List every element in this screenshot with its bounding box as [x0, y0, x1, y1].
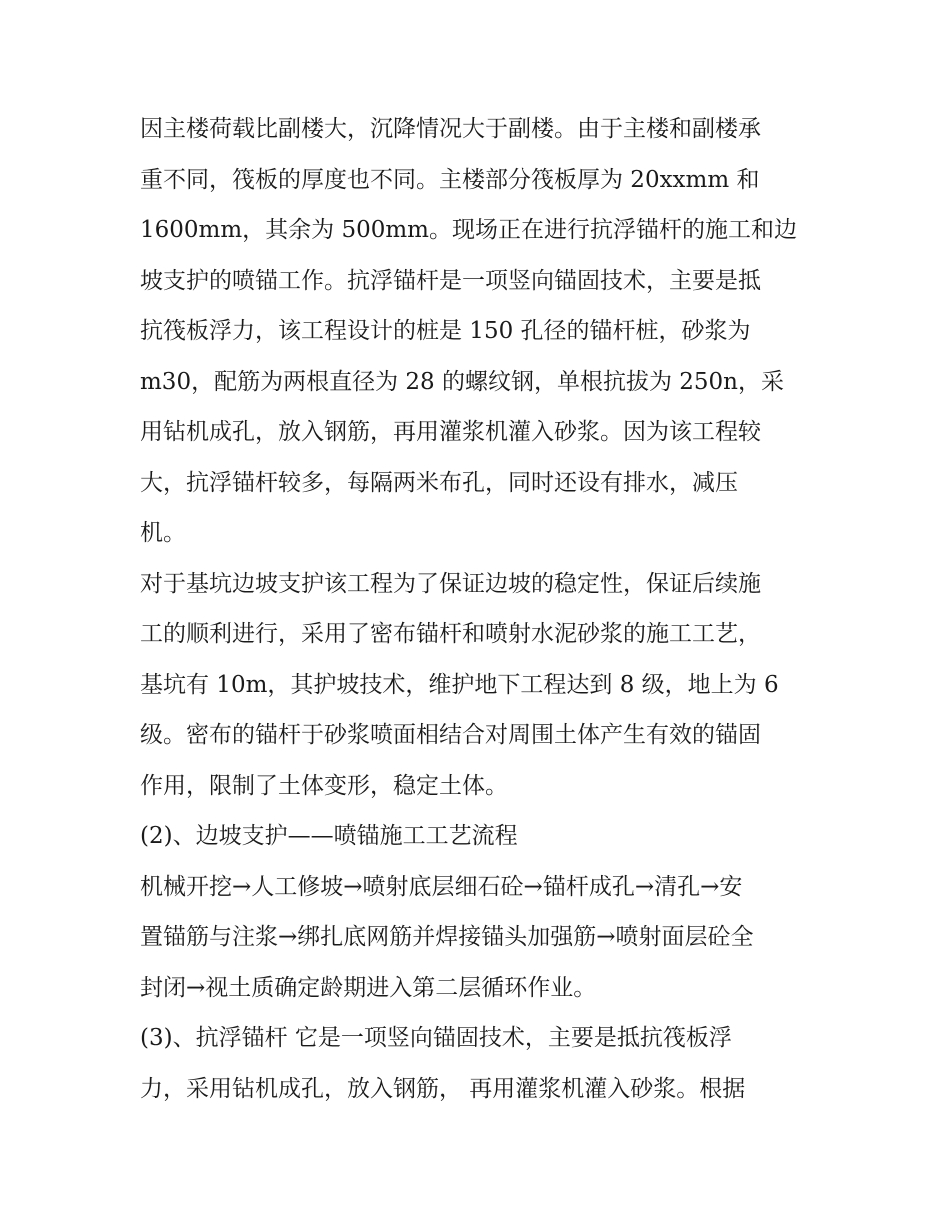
- text-line: 重不同，筏板的厚度也不同。主楼部分筏板厚为 20xxmm 和: [140, 166, 760, 193]
- text-line: 力，采用钻机成孔，放入钢筋， 再用灌浆机灌入砂浆。根据: [140, 1075, 746, 1102]
- text-line: 对于基坑边坡支护该工程为了保证边坡的稳定性，保证后续施: [140, 570, 761, 597]
- text-line: 因主楼荷载比副楼大，沉降情况大于副楼。由于主楼和副楼承: [140, 116, 761, 142]
- text-line: 机。: [140, 520, 186, 546]
- text-line: 1600mm，其余为 500mm。现场正在进行抗浮锚杆的施工和边: [140, 217, 797, 243]
- text-line: 用钻机成孔，放入钢筋，再用灌浆机灌入砂浆。因为该工程较: [140, 419, 761, 445]
- text-line: 抗筏板浮力，该工程设计的桩是 150 孔径的锚杆桩，砂浆为: [140, 318, 751, 344]
- text-line: 级。密布的锚杆于砂浆喷面相结合对周围土体产生有效的锚固: [140, 722, 761, 748]
- text-line: 大，抗浮锚杆较多，每隔两米布孔，同时还设有排水，减压: [140, 469, 738, 496]
- text-line: m30，配筋为两根直径为 28 的螺纹钢，单根抗拔为 250n，采: [140, 368, 784, 395]
- text-line: 机械开挖→人工修坡→喷射底层细石砼→锚杆成孔→清孔→安: [140, 873, 743, 900]
- text-line: 置锚筋与注浆→绑扎底网筋并焊接锚头加强筋→喷射面层砼全: [140, 924, 754, 950]
- text-line: 工的顺利进行，采用了密布锚杆和喷射水泥砂浆的施工工艺，: [140, 621, 761, 647]
- text-line: 封闭→视土质确定龄期进入第二层循环作业。: [140, 974, 597, 1001]
- section-heading: (2)、边坡支护——喷锚施工工艺流程: [140, 823, 518, 849]
- body-text: [140, 104, 820, 1114]
- text-line: 基坑有 10m，其护坡技术，维护地下工程达到 8 级，地上为 6: [140, 671, 779, 698]
- text-line: 坡支护的喷锚工作。抗浮锚杆是一项竖向锚固技术，主要是抵: [140, 267, 761, 294]
- text-line: 作用，限制了土体变形，稳定土体。: [140, 772, 508, 799]
- text-line: (3)、抗浮锚杆 它是一项竖向锚固技术，主要是抵抗筏板浮: [140, 1025, 732, 1051]
